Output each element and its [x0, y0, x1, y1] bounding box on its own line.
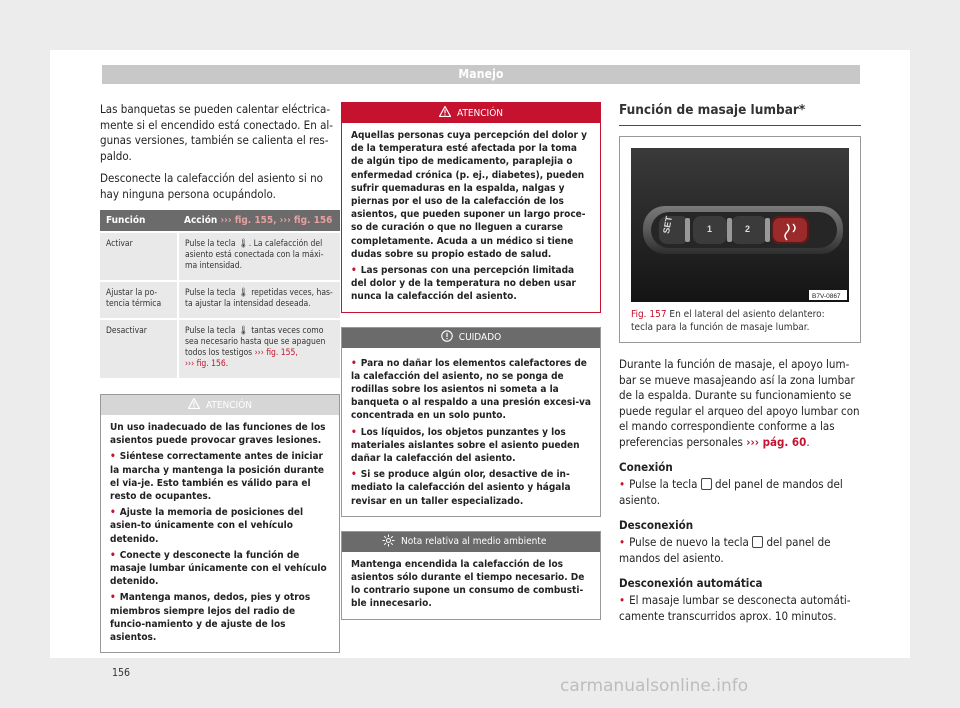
- list-item: • Siéntese correctamente antes de iniciar la marcha y mantenga la posición durante el via-je. Esto también es válido para el resto de ocupantes.: [110, 451, 325, 503]
- environment-note-box: [341, 531, 601, 620]
- figure-box: [619, 136, 861, 343]
- list-item: • Los líquidos, los objetos punzantes y los materiales aislantes sobre el asiento pueden dañar la calefacción del asiento.: [351, 426, 580, 465]
- image-code: B7V-0867: [812, 293, 841, 300]
- seat-heat-key-icon: 🌡: [237, 239, 249, 249]
- cell-accion: Pulse la tecla 🌡 repetidas veces, has-ta ajustar la intensidad deseada.: [178, 281, 340, 319]
- auto-off-text: • El masaje lumbar se desconecta automáti-camente transcurridos aprox. 10 minutos.: [619, 593, 851, 623]
- massage-description: Durante la función de masaje, el apoyo lum-bar se mueve masajeando así la zona lumbar de la espalda. Durante su funcionamiento se puede regular el arqueo del apoyo lumbar con el mando correspondiente conforme a las preferencias personales ››› pág. 60.: [619, 357, 860, 449]
- second-paragraph: Desconecte la calefacción del asiento si no hay ninguna persona ocupándolo.: [100, 171, 323, 201]
- massage-key-icon: [701, 478, 712, 490]
- section-heading: Función de masaje lumbar*: [619, 102, 861, 126]
- warning-box-1: [100, 394, 340, 653]
- desconexion-heading: Desconexión: [619, 518, 694, 532]
- cell-accion: Pulse la tecla 🌡. La calefacción del asiento está conectada con la máxi-ma intensidad.: [178, 232, 340, 281]
- warning-title: ATENCIÓN: [205, 399, 253, 411]
- button-1-label: 1: [707, 224, 713, 234]
- warning-body: [101, 415, 339, 652]
- page-ref-link[interactable]: pág. 60: [762, 434, 807, 449]
- environment-leaf-icon: [382, 534, 395, 550]
- seat-heat-key-icon: 🌡: [237, 326, 249, 336]
- column-2: [341, 102, 601, 634]
- figure-caption: [631, 308, 849, 334]
- caution-box-header: [342, 328, 600, 348]
- seat-heat-key-icon: 🌡: [237, 288, 249, 298]
- button-2-label: 2: [745, 224, 751, 234]
- figure-number: Fig. 157: [631, 309, 667, 320]
- watermark: carmanualsonline.info: [560, 676, 749, 696]
- table-row: [100, 281, 340, 319]
- warning-intro: Un uso inadecuado de las funciones de los asientos puede provocar graves lesiones.: [110, 422, 326, 447]
- environment-box-header: [342, 532, 600, 552]
- list-item: • Ajuste la memoria de posiciones del asien-to únicamente con el vehículo detenido.: [110, 507, 304, 545]
- auto-off-heading: Desconexión automática: [619, 576, 763, 590]
- fig-ref-link[interactable]: fig. 156: [196, 359, 226, 369]
- cell-accion: Pulse la tecla 🌡 tantas veces como sea necesario hasta que se apaguen todos los testigos ››› fig. 155, ››› fig. 156.: [178, 319, 340, 378]
- caution-circle-icon: [441, 330, 453, 345]
- environment-title: Nota relativa al medio ambiente: [401, 536, 547, 548]
- function-table: [100, 210, 340, 378]
- column-1: [100, 102, 340, 667]
- fig-ref-link[interactable]: fig. 155: [234, 215, 274, 226]
- massage-key-icon: [752, 536, 763, 548]
- caution-box: [341, 327, 601, 517]
- warning-box-header: [342, 103, 600, 123]
- cell-funcion: Activar: [100, 232, 178, 281]
- fig-ref-link[interactable]: fig. 155: [266, 348, 296, 358]
- cell-funcion: Ajustar la po-tencia térmica: [100, 281, 178, 319]
- page-number: 156: [112, 667, 131, 679]
- section-header-bar: [102, 65, 860, 84]
- warning-triangle-icon: [188, 398, 200, 412]
- cell-funcion: Desactivar: [100, 319, 178, 378]
- list-item: • Conecte y desconecte la función de masaje lumbar únicamente con el vehículo detenido.: [110, 549, 327, 588]
- col-header-accion: Acción ››› fig. 155, ››› fig. 156: [178, 210, 340, 232]
- conexion-heading: Conexión: [619, 460, 673, 474]
- caution-body: [342, 348, 600, 516]
- warning-intro: Aquellas personas cuya percepción del dolor y de la temperatura esté afectada por la toma de algún tipo de medicamento, paraplejia o enfermedad crónica (p. ej., diabetes), pueden sufrir quemaduras en la espalda, nalgas y piernas por el uso de la calefacción de los asientos, que pueden suponer un largo proce-so de curación o que no lleguen a curarse completamente. Acuda a un médico si tiene dudas sobre su propio estado de salud.: [351, 130, 587, 260]
- intro-paragraph: Las banquetas se pueden calentar eléctrica-mente si el encendido está conectado. En al-gunas versiones, también se calienta el res-paldo.: [100, 102, 334, 163]
- desconexion-text: • Pulse de nuevo la tecla del panel de mandos del asiento.: [619, 535, 831, 565]
- warning-title: ATENCIÓN: [456, 107, 504, 119]
- set-label: SET: [661, 215, 675, 235]
- col-header-funcion: Función: [100, 210, 178, 232]
- figure-caption-text: En el lateral del asiento delantero: tecla para la función de masaje lumbar.: [631, 309, 825, 333]
- conexion-text: • Pulse la tecla del panel de mandos del asiento.: [619, 477, 843, 507]
- warning-triangle-icon: [439, 106, 451, 120]
- fig-ref-link[interactable]: fig. 156: [293, 215, 333, 226]
- table-row: [100, 232, 340, 281]
- section-title: Manejo: [458, 67, 504, 81]
- warning-box-2: [341, 102, 601, 313]
- seat-panel-photo: [631, 148, 849, 302]
- list-item: • Para no dañar los elementos calefactores de la calefacción del asiento, no se ponga de rodillas sobre los asientos ni someta a la banqueta o al respaldo a una presión excesi-va concentrada en un solo punto.: [351, 357, 591, 422]
- list-item: • Las personas con una percepción limitada del dolor y de la temperatura no deben usar nunca la calefacción del asiento.: [351, 265, 576, 303]
- page-sheet: [50, 50, 910, 679]
- table-header-row: [100, 210, 340, 232]
- list-item: • Si se produce algún olor, desactive de in-mediato la calefacción del asiento y hágala revisar en un taller especializado.: [351, 469, 571, 507]
- environment-body: Mantenga encendida la calefacción de los asientos sólo durante el tiempo necesario. De lo contrario supone un consumo de combusti-ble innecesario.: [351, 558, 585, 610]
- caution-title: CUIDADO: [458, 332, 502, 344]
- column-3: [619, 102, 861, 631]
- table-row: [100, 319, 340, 378]
- list-item: • Mantenga manos, dedos, pies y otros miembros siempre lejos del radio de funcio-namiento y de ajuste de los asientos.: [110, 592, 311, 644]
- warning-body: [342, 123, 600, 312]
- warning-box-header: [101, 395, 339, 415]
